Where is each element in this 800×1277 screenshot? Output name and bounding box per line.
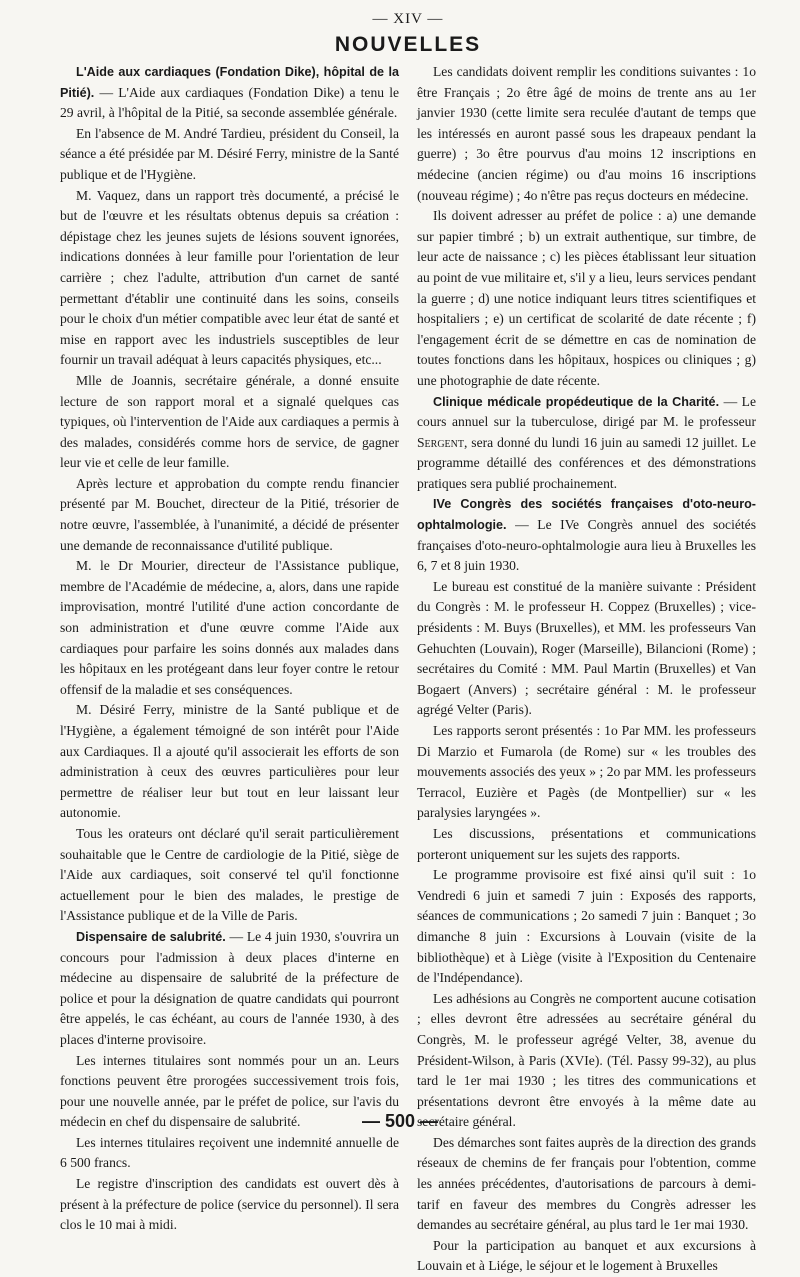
cong-para-2: Le bureau est constitué de la manière suivante : Président du Congrès : M. le professeur H. Coppez (Bruxelles) ; vice-présidents : M. Buys (Bruxelles), et MM. les professeurs Van Gehuchten (Louvain), Roger (Marseille), Bilancioni (Rome) ; secrétaires du Comité : MM. Paul Martin (Bruxelles) et Van Bogaert (Anvers) ; secrétaire général : M. le professeur agrégé Velter (Paris). (417, 578, 756, 718)
section-title: NOUVELLES (334, 33, 482, 56)
aide-para-3: M. Vaquez, dans un rapport très documenté, a précisé le but de l'œuvre et les résultats obtenus depuis sa création : dépistage chez les jeunes sujets de lésions souvent ignorées, indications données à leur famille pour l'orientation de leur carrière ; chez l'adulte, attribution d'un carnet de santé permettant d'établir une continuité dans les soins, conseils pour le choix d'un métier compatible avec leur état de santé et mise en rapport avec les industriels susceptibles de leur fournir un travail adéquat à leurs capacités physiques, etc... (60, 187, 399, 368)
aide-para-6: M. le Dr Mourier, directeur de l'Assistance publique, membre de l'Académie de médecine, a, alors, dans une rapide improvisation, montré l'utilité d'une action concordante de son administration et d'une œuvre comme l'Aide aux cardiaques pour parfaire les soins donnés aux malades dans les hôpitaux en les protégeant dans leur foyer contre le retour offensif de la maladie et ses conséquences. (60, 558, 399, 697)
cong-para-8: Pour la participation au banquet et aux excursions à Louvain et à Liége, le séjour et le logement à Bruxelles (417, 1237, 756, 1274)
aide-para-1: L'Aide aux cardiaques (Fondation Dike), hôpital de la Pitié). — L'Aide aux cardiaques (Fondation Dike) a tenu le 29 avril, à l'hôpital de la Pitié, sa seconde assemblée générale. (60, 65, 400, 121)
cong-para-1: IVe Congrès des sociétés françaises d'oto-neuro-ophtalmologie. — Le IVe Congrès annuel des sociétés françaises d'oto-neuro-ophtalmologie aura lieu à Bruxelles les 6, 7 et 8 juin 1930. (417, 497, 756, 574)
page-number: — 500 — (361, 1111, 439, 1131)
left-column (60, 62, 400, 1233)
aide-para-2: En l'absence de M. André Tardieu, président du Conseil, la séance a été présidée par M. Désiré Ferry, ministre de la Santé publique et de l'Hygiène. (60, 125, 399, 182)
aide-para-5: Après lecture et approbation du compte rendu financier présenté par M. Bouchet, directeur de la Pitié, trésorier de notre œuvre, l'assemblée, à l'unanimité, a décidé de présenter une demande de reconnaissance d'utilité publique. (60, 475, 399, 553)
disp-para-2: Les internes titulaires sont nommés pour un an. Leurs fonctions peuvent être prorogées successivement trois fois, pour une nouvelle année, par le préfet de police, sur l'avis du médecin en chef du dispensaire de salubrité. (60, 1052, 399, 1130)
aide-para-7: M. Désiré Ferry, ministre de la Santé publique et de l'Hygiène, a également témoigné de son intérêt pour l'Aide aux Cardiaques. Il a ajouté qu'il associerait les efforts de son administration à ceux des œuvres particulières pour leur permettre de réaliser leur but tout en leur laissant leur autonomie. (60, 702, 399, 821)
disp-para-4: Le registre d'inscription des candidats est ouvert dès à présent à la préfecture de police (service du personnel). Il sera clos le 10 mai à midi. (60, 1176, 399, 1233)
two-column-body (60, 62, 756, 1274)
disp-para-1: Dispensaire de salubrité. — Le 4 juin 1930, s'ouvrira un concours pour l'admission à deux places d'interne en médecine au dispensaire de salubrité de la préfecture de police et pour la désignation de quatre candidats qui pourront être appelés, le cas échéant, au cours de l'année 1930, à des places d'interne provisoire. (60, 928, 399, 1047)
cong-para-6: Les adhésions au Congrès ne comportent aucune cotisation ; elles devront être adressées au secrétaire général du Congrès, M. le professeur agrégé Velter, 38, avenue du Président-Wilson, à Paris (XVIe). (Tél. Passy 99-32), au plus tard le 1er mai 1930 ; les titres des communications et présentations devront être envoyés à la même date au secrétaire général. (417, 990, 756, 1130)
cand-para-2: Ils doivent adresser au préfet de police : a) une demande sur papier timbré ; b) un extrait authentique, sur timbre, de leur acte de naissance ; c) les pièces établissant leur situation au point de vue militaire et, s'il y a lieu, leurs services pendant la guerre ; d) une notice indiquant leurs titres scientifiques et hospitaliers ; e) un certificat de scolarité de date récente ; f) l'engagement écrit de se démettre en cas de nomination de toutes fonctions dans les hôpitaux, hospices ou cliniques ; g) une photographie de date récente. (417, 208, 756, 388)
disp-heading: Dispensaire de salubrité. (76, 929, 226, 944)
roman-page-number: — XIV — (372, 11, 444, 27)
aide-para-4: Mlle de Joannis, secrétaire générale, a donné ensuite lecture de son rapport moral et a signalé quelques cas typiques, où l'intervention de l'Aide aux cardiaques a permis à des malades, considérés comme hors de service, de gagner leur vie et celle de leur famille. (60, 372, 399, 471)
cong-para-5: Le programme provisoire est fixé ainsi qu'il suit : 1o Vendredi 6 juin et samedi 7 juin : Exposés des rapports, séances de communications ; 2o samedi 7 juin : Banquet ; 3o dimanche 8 juin : Excursions à Louvain (visite de la bibliothèque) et à Liège (visite à l'Exposition du Centenaire de l'Indépendance). (417, 867, 756, 986)
cong-para-3: Les rapports seront présentés : 1o Par MM. les professeurs Di Marzio et Fumarola (de Rome) sur « les troubles des mouvements associés des yeux » ; 2o par MM. les professeurs Terracol, Euzière et Pagès (de Montpellier) sur « les paralysies laryngées ». (417, 723, 756, 821)
clin-professor-name: Sergent (417, 434, 464, 450)
cand-para-1: Les candidats doivent remplir les conditions suivantes : 1o être Français ; 2o être âgé de moins de trente ans au 1er janvier 1930 (cette limite sera reculée d'autant de temps que les intéressés en auront passé sous les drapeaux pendant la guerre) ; 3o être pourvus d'au moins 12 inscriptions en médecine (ancien régime) ou d'au moins 16 inscriptions (nouveau régime) ; 4o n'être pas reçus docteurs en médecine. (417, 64, 756, 203)
cong-para-4: Les discussions, présentations et communications porteront uniquement sur les sujets des rapports. (417, 825, 756, 862)
aide-heading: L'Aide aux cardiaques (Fondation Dike), hôpital de la Pitié). (60, 65, 399, 100)
disp-para-3: Les internes titulaires reçoivent une indemnité annuelle de 6 500 francs. (60, 1134, 399, 1171)
clin-heading: Clinique médicale propédeutique de la Charité. (433, 394, 720, 409)
right-column (417, 62, 756, 1274)
clin-para-1: Clinique médicale propédeutique de la Charité. — Le cours annuel sur la tuberculose, dirigé par M. le professeur Sergent, sera donné du lundi 16 juin au samedi 12 juillet. Le programme détaillé des conférences et des démonstrations pratiques sera publié prochainement. (417, 393, 756, 491)
cong-heading: IVe Congrès des sociétés françaises d'oto-neuro-ophtalmologie. (417, 497, 756, 533)
cong-para-7: Des démarches sont faites auprès de la direction des grands réseaux de chemins de fer français pour l'obtention, comme les années précédentes, d'autorisations de parcours à demi-tarif en faveur des membres du Congrès adresser les demandes au secrétaire général, au plus tard le 1er mai 1930. (417, 1134, 756, 1233)
aide-para-8: Tous les orateurs ont déclaré qu'il serait particulièrement souhaitable que le Centre de cardiologie de la Pitié, siège de l'Aide aux cardiaques, soit conservé tel qu'il fonctionne actuellement pour le bien des malades, le prestige de l'Assistance publique et de la Ville de Paris. (60, 825, 399, 924)
